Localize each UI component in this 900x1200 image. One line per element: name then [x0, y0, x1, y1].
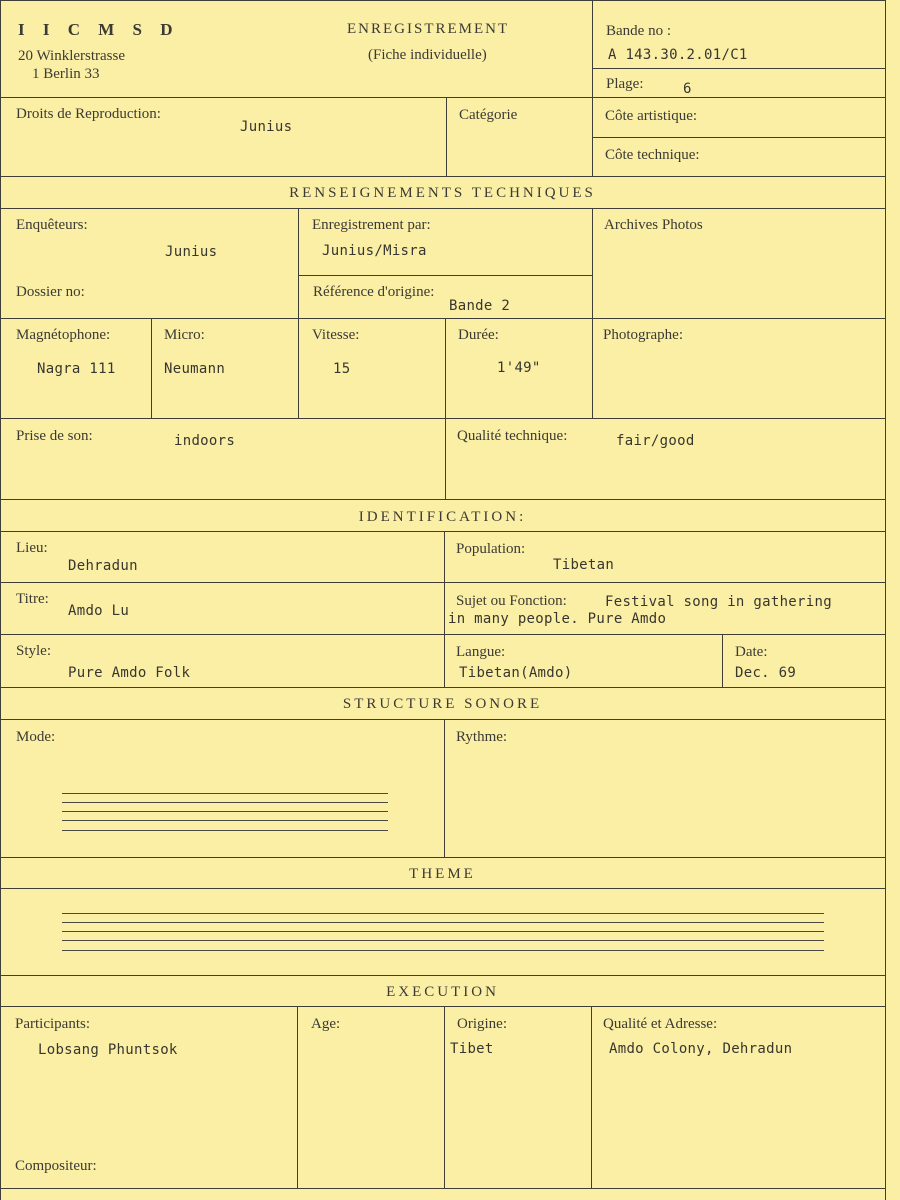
- magnetophone-value: Nagra 111: [37, 361, 116, 377]
- qualite-technique-label: Qualité technique:: [457, 428, 568, 444]
- dossier-label: Dossier no:: [16, 284, 85, 300]
- lieu-label: Lieu:: [16, 540, 48, 556]
- bande-value: A 143.30.2.01/C1: [608, 47, 748, 63]
- section-title-structure: STRUCTURE SONORE: [342, 696, 543, 712]
- reference-origine-value: Bande 2: [449, 298, 511, 314]
- qualite-technique-value: fair/good: [616, 433, 695, 449]
- plage-label: Plage:: [606, 76, 644, 92]
- form-subtitle: (Fiche individuelle): [368, 47, 487, 63]
- mode-label: Mode:: [16, 729, 56, 745]
- section-title-theme: THEME: [409, 866, 476, 882]
- age-label: Age:: [311, 1016, 341, 1032]
- langue-label: Langue:: [456, 644, 506, 660]
- compositeur-label: Compositeur:: [15, 1158, 97, 1174]
- enqueteurs-label: Enquêteurs:: [16, 217, 88, 233]
- address-city: 1 Berlin 33: [32, 66, 100, 82]
- date-label: Date:: [735, 644, 768, 660]
- droits-label: Droits de Reproduction:: [16, 106, 161, 122]
- origine-value: Tibet: [450, 1041, 494, 1057]
- qualite-adresse-label: Qualité et Adresse:: [603, 1016, 718, 1032]
- cote-artistique-label: Côte artistique:: [605, 108, 698, 124]
- cote-technique-label: Côte technique:: [605, 147, 700, 163]
- duree-value: 1'49": [497, 360, 541, 376]
- section-title-identification: IDENTIFICATION:: [358, 509, 527, 525]
- archives-photos-label: Archives Photos: [604, 217, 703, 233]
- form-title: ENREGISTREMENT: [347, 21, 510, 37]
- sujet-label: Sujet ou Fonction:: [456, 593, 567, 609]
- vitesse-label: Vitesse:: [312, 327, 360, 343]
- style-label: Style:: [16, 643, 52, 659]
- prise-de-son-value: indoors: [174, 433, 236, 449]
- participants-value: Lobsang Phuntsok: [38, 1042, 178, 1058]
- magnetophone-label: Magnétophone:: [16, 327, 111, 343]
- lieu-value: Dehradun: [68, 558, 138, 574]
- categorie-label: Catégorie: [459, 107, 518, 123]
- qualite-adresse-value: Amdo Colony, Dehradun: [609, 1041, 793, 1057]
- titre-value: Amdo Lu: [68, 603, 130, 619]
- duree-label: Durée:: [458, 327, 499, 343]
- micro-value: Neumann: [164, 361, 226, 377]
- enregistrement-par-label: Enregistrement par:: [312, 217, 431, 233]
- vitesse-value: 15: [333, 361, 351, 377]
- section-title-execution: EXECUTION: [386, 984, 499, 1000]
- style-value: Pure Amdo Folk: [68, 665, 191, 681]
- address-street: 20 Winklerstrasse: [18, 48, 126, 64]
- plage-value: 6: [683, 81, 692, 97]
- enqueteurs-value: Junius: [165, 244, 218, 260]
- bande-label: Bande no :: [606, 23, 671, 39]
- participants-label: Participants:: [15, 1016, 90, 1032]
- micro-label: Micro:: [164, 327, 205, 343]
- section-title-technical: RENSEIGNEMENTS TECHNIQUES: [289, 185, 596, 201]
- population-value: Tibetan: [553, 557, 615, 573]
- rythme-label: Rythme:: [456, 729, 508, 745]
- langue-value: Tibetan(Amdo): [459, 665, 573, 681]
- photographe-label: Photographe:: [603, 327, 683, 343]
- droits-value: Junius: [240, 119, 293, 135]
- reference-origine-label: Référence d'origine:: [313, 284, 435, 300]
- sujet-value-line1: Festival song in gathering: [605, 594, 832, 610]
- origine-label: Origine:: [457, 1016, 507, 1032]
- titre-label: Titre:: [16, 591, 49, 607]
- population-label: Population:: [456, 541, 526, 557]
- institution-logo: I I C M S D: [18, 20, 180, 39]
- enregistrement-par-value: Junius/Misra: [322, 243, 427, 259]
- sujet-value-line2: in many people. Pure Amdo: [448, 611, 667, 627]
- prise-de-son-label: Prise de son:: [16, 428, 93, 444]
- date-value: Dec. 69: [735, 665, 797, 681]
